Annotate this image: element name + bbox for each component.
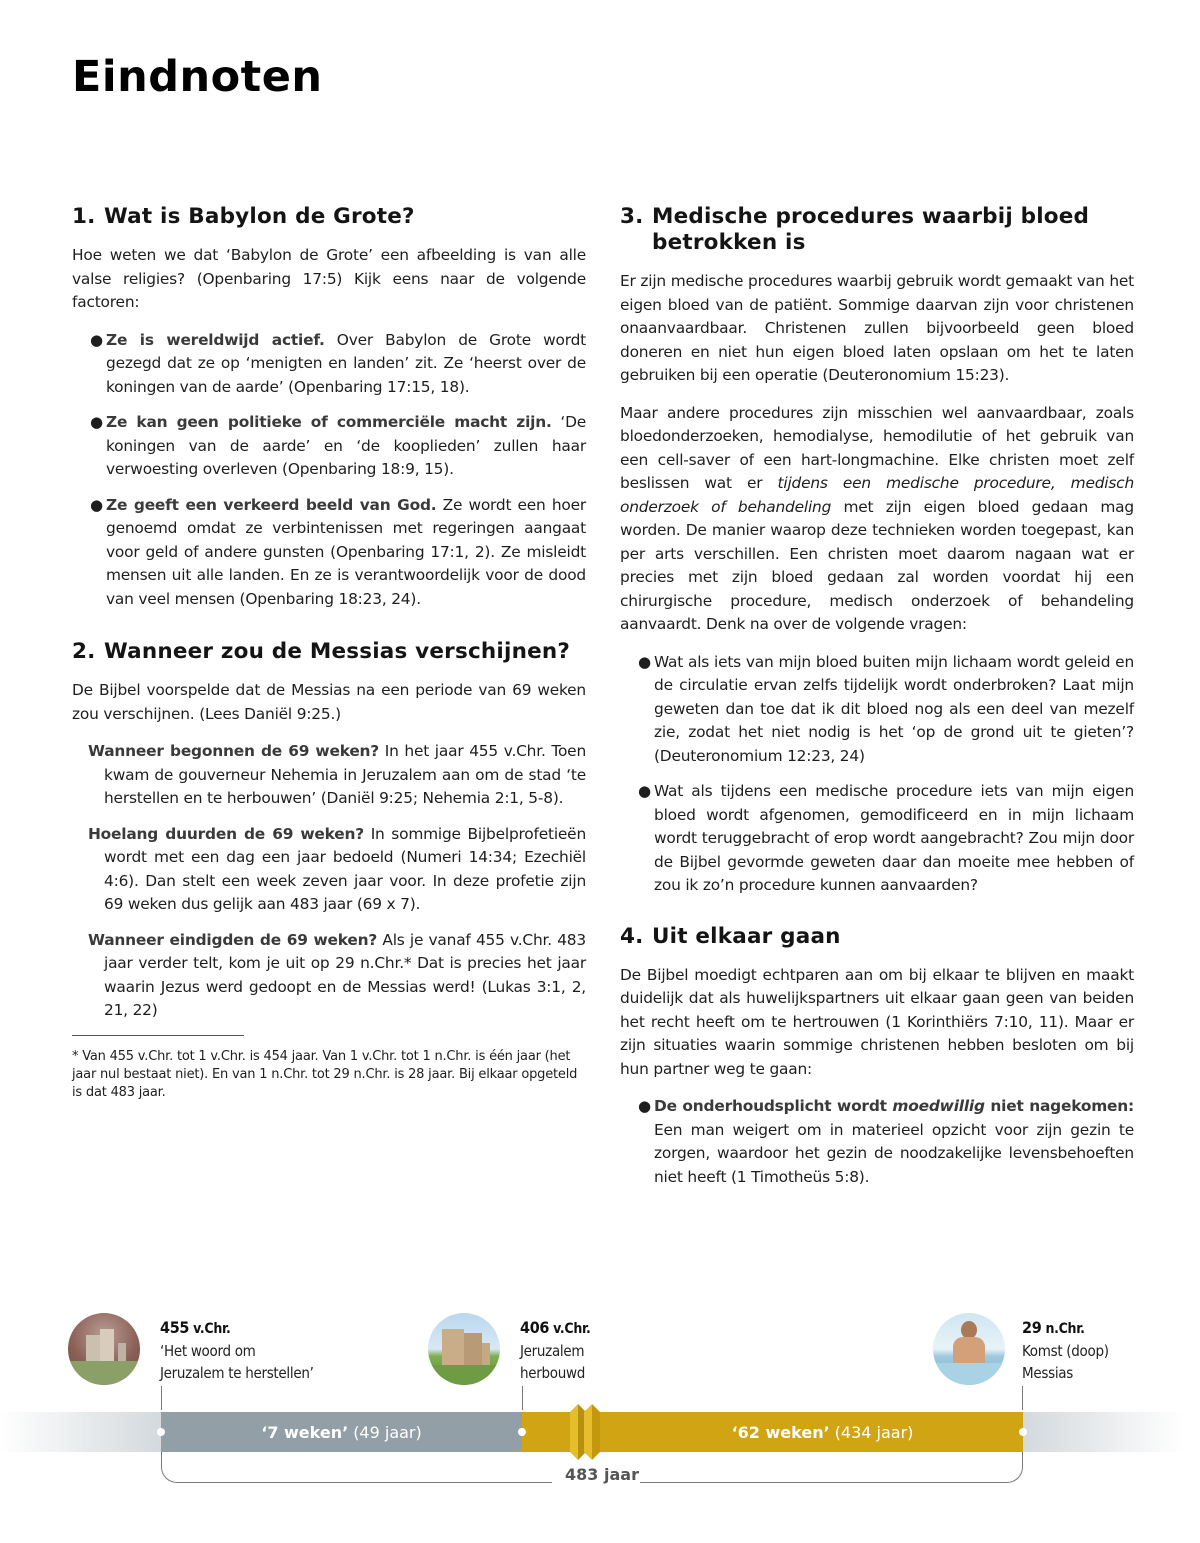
endnote-title-line: Medische procedures waarbij bloed	[652, 204, 1090, 229]
total-span-brace-left	[161, 1452, 552, 1483]
list-item	[90, 329, 586, 400]
bullet-lead-text: niet nagekomen:	[984, 1097, 1135, 1115]
timeline-fade-right	[1023, 1412, 1183, 1452]
qa-item	[72, 929, 586, 1023]
bullet-text: ‘De koningen van de aarde’ en ‘de kooplieden’ zullen haar verwoesting overleven (Openbaring 18:9, 15).	[106, 413, 586, 478]
endnote-number: 3.	[620, 204, 644, 229]
segment-duration: (434 jaar)	[834, 1422, 914, 1442]
event-description: herbouwd	[520, 1364, 585, 1382]
timeline-tick	[522, 1386, 523, 1410]
right-column	[620, 204, 1134, 1203]
timeline-tick	[161, 1386, 162, 1410]
list-item	[90, 411, 586, 482]
timeline-diagram	[0, 1300, 1200, 1500]
endnote-2-intro: De Bijbel voorspelde dat de Messias na een periode van 69 weken zou verschijnen. (Lees Daniël 9:25.)	[72, 681, 586, 723]
endnote-1-intro: Hoe weten we dat ‘Babylon de Grote’ een afbeelding is van alle valse religies? (Openbaring 17:5) Kijk eens naar de volgende factoren:	[72, 246, 586, 311]
timeline-fade-left	[0, 1412, 161, 1452]
event-era: v.Chr.	[553, 1321, 591, 1337]
timeline-node	[1019, 1428, 1027, 1436]
timeline-break-icon	[570, 1404, 600, 1460]
paragraph-text: Maar andere procedures zijn misschien wel aanvaardbaar, zoals bloedonderzoeken, hemodialyse, hemodilutie of het gebruik van een cell-saver of een hart-longmachine. Elke christen moet zelf beslissen wat er	[620, 403, 1134, 492]
bullet-icon: ●	[90, 495, 103, 514]
event-description: ‘Het woord om	[160, 1342, 256, 1360]
endnote-4-bullets	[620, 1095, 1134, 1189]
endnote-number: 4.	[620, 923, 644, 949]
footnote: * Van 455 v.Chr. tot 1 v.Chr. is 454 jaar. Van 1 v.Chr. tot 1 n.Chr. is één jaar (het jaar nul bestaat niet). En van 1 n.Chr. tot 29 n.Chr. is 28 jaar. Bij elkaar opgeteld is dat 483 jaar.	[72, 1048, 578, 1100]
ruins-illustration-icon	[68, 1313, 140, 1385]
footnote-divider	[72, 1035, 244, 1036]
segment-label-wrap	[732, 1423, 914, 1442]
timeline-event-406	[520, 1317, 590, 1384]
event-description: Komst (doop)	[1022, 1342, 1109, 1360]
paragraph-text: met zijn eigen bloed gedaan mag worden. De manier waarop deze technieken worden toegepast, kan per arts verschillen. Een christen moet daarom nagaan wat er precies met zijn bloed gedaan zal worden voordat hij een chirurgische procedure, medisch onderzoek of behandeling aanvaardt. Denk na over de volgende vragen:	[620, 497, 1134, 633]
segment-7-weeks	[161, 1412, 522, 1452]
bullet-lead-emphasis: moedwillig	[892, 1097, 985, 1115]
timeline-event-29	[1022, 1317, 1109, 1384]
segment-label: ‘7 weken’	[261, 1422, 349, 1442]
total-span-label: 483 jaar	[565, 1465, 639, 1484]
endnote-number: 2.	[72, 639, 96, 664]
bullet-lead: Ze geeft een verkeerd beeld van God.	[106, 495, 437, 514]
bullet-text: Wat als tijdens een medische procedure iets van mijn eigen bloed wordt afgenomen, gemodificeerd en in mijn lichaam wordt teruggebracht of erop wordt aangebracht? Zou mijn door de Bijbel gevormde geweten daar dan moeite mee hebben of zou ik zo’n procedure kunnen aanvaarden?	[654, 782, 1134, 894]
endnote-4	[620, 924, 1134, 1190]
event-year: 29	[1022, 1318, 1042, 1337]
page-title: Eindnoten	[72, 52, 323, 102]
bullet-icon: ●	[638, 652, 651, 671]
bullet-text: Over Babylon de Grote wordt gezegd dat ze op ‘menigten en landen’ zit. Ze ‘heerst over de koningen van de aarde’ (Openbaring 17:15, 18).	[106, 330, 586, 396]
bullet-text: Wat als iets van mijn bloed buiten mijn lichaam wordt geleid en de circulatie ervan zelfs tijdelijk wordt onderbroken? Laat mijn geweten dan toe dat ik dit bloed nog als een deel van mezelf zie, zodat het niet nodig is het ‘op de grond uit te gieten’? (Deuteronomium 12:23, 24)	[654, 652, 1134, 765]
qa-question: Wanneer eindigden de 69 weken?	[88, 930, 378, 949]
segment-label: ‘62 weken’	[731, 1422, 830, 1442]
event-year: 455	[160, 1318, 190, 1337]
endnote-2	[72, 639, 586, 1102]
bullet-text: Ze wordt een hoer genoemd omdat ze verbintenissen met regeringen aangaat voor geld of andere gunsten (Openbaring 17:1, 2). Ze misleidt mensen uit alle landen. En ze is verantwoordelijk voor de dood van veel mensen (Openbaring 18:23, 24).	[106, 495, 586, 608]
qa-answer: In het jaar 455 v.Chr. Toen kwam de gouverneur Nehemia in Jeruzalem aan om de stad ‘te herstellen en te herbouwen’ (Daniël 9:25; Nehemia 2:1, 5-8).	[104, 742, 587, 807]
list-item	[638, 651, 1134, 769]
timeline-event-455	[160, 1317, 314, 1384]
bullet-icon: ●	[90, 330, 103, 349]
event-year: 406	[520, 1318, 550, 1337]
list-item	[90, 494, 586, 612]
endnote-title: Uit elkaar gaan	[652, 923, 841, 949]
bullet-lead: Ze is wereldwijd actief.	[106, 330, 325, 349]
timeline-node	[157, 1428, 165, 1436]
bullet-text: Een man weigert om in materieel opzicht voor zijn gezin te zorgen, waardoor het gezin de noodzakelijke levensbehoeften niet heeft (1 Timotheüs 5:8).	[654, 1120, 1134, 1186]
endnote-3-paragraph-2	[620, 402, 1134, 637]
endnote-3-bullets	[620, 651, 1134, 898]
rebuilt-walls-illustration-icon	[428, 1313, 500, 1385]
endnote-title-line: betrokken is	[652, 230, 806, 255]
left-column	[72, 204, 586, 1102]
bullet-icon: ●	[638, 1097, 651, 1115]
endnote-title: Wat is Babylon de Grote?	[104, 204, 415, 229]
qa-answer: Als je vanaf 455 v.Chr. 483 jaar verder telt, kom je uit op 29 n.Chr.* Dat is precies het jaar waarin Jezus werd gedoopt en de Messias werd! (Lukas 3:1, 2, 21, 22)	[104, 930, 586, 1019]
endnote-1	[72, 204, 586, 611]
event-description: Jeruzalem te herstellen’	[160, 1364, 314, 1382]
bullet-lead: Ze kan geen politieke of commerciële macht zijn.	[106, 413, 552, 431]
endnote-3-paragraph-1: Er zijn medische procedures waarbij gebruik wordt gemaakt van het eigen bloed van de patiënt. Sommige daarvan zijn voor christenen onaanvaardbaar. Christenen zullen bijvoorbeeld geen bloed doneren en niet hun eigen bloed laten opslaan om het te laten gebruiken bij een operatie (Deuteronomium 15:23).	[620, 272, 1134, 384]
bullet-lead-text: De onderhoudsplicht wordt	[654, 1097, 893, 1115]
endnote-1-heading	[72, 204, 586, 230]
qa-item	[72, 740, 586, 811]
bullet-lead	[654, 1097, 1134, 1115]
endnote-3	[620, 204, 1134, 898]
timeline-node	[518, 1428, 526, 1436]
event-description: Messias	[1022, 1364, 1073, 1382]
timeline-tick	[1022, 1386, 1023, 1410]
bullet-icon: ●	[90, 413, 103, 431]
endnote-1-bullets	[72, 329, 586, 612]
paragraph-emphasis: tijdens een medische procedure, medisch onderzoek of behandeling	[620, 474, 1134, 516]
total-span-brace-right	[640, 1452, 1023, 1483]
list-item	[638, 780, 1134, 898]
bullet-icon: ●	[638, 782, 651, 800]
event-era: n.Chr.	[1045, 1321, 1085, 1337]
endnote-4-heading	[620, 924, 1134, 950]
endnote-3-heading	[620, 204, 1134, 256]
qa-question: Hoelang duurden de 69 weken?	[88, 824, 364, 843]
event-era: v.Chr.	[193, 1321, 231, 1337]
baptism-illustration-icon	[933, 1313, 1005, 1385]
list-item	[638, 1095, 1134, 1189]
endnote-2-heading	[72, 639, 586, 665]
segment-duration: (49 jaar)	[353, 1422, 422, 1442]
endnote-4-paragraph-1: De Bijbel moedigt echtparen aan om bij elkaar te blijven en maakt duidelijk dat als huwelijkspartners uit elkaar gaan geen van beiden het recht heeft om te hertrouwen (1 Korinthiërs 7:10, 11). Maar er zijn situaties waarin sommige christenen hebben besloten om bij hun partner weg te gaan:	[620, 965, 1134, 1078]
qa-question: Wanneer begonnen de 69 weken?	[88, 742, 380, 760]
endnote-number: 1.	[72, 204, 96, 229]
qa-answer: In sommige Bijbelprofetieën wordt met een dag een jaar bedoeld (Numeri 14:34; Ezechiël 4:6). Dan stelt een week zeven jaar voor. In deze profetie zijn 69 weken dus gelijk aan 483 jaar (69 x 7).	[104, 824, 587, 913]
endnote-title	[652, 204, 1089, 256]
endnote-title: Wanneer zou de Messias verschijnen?	[104, 639, 571, 664]
event-description: Jeruzalem	[520, 1342, 585, 1360]
qa-item	[72, 823, 586, 917]
